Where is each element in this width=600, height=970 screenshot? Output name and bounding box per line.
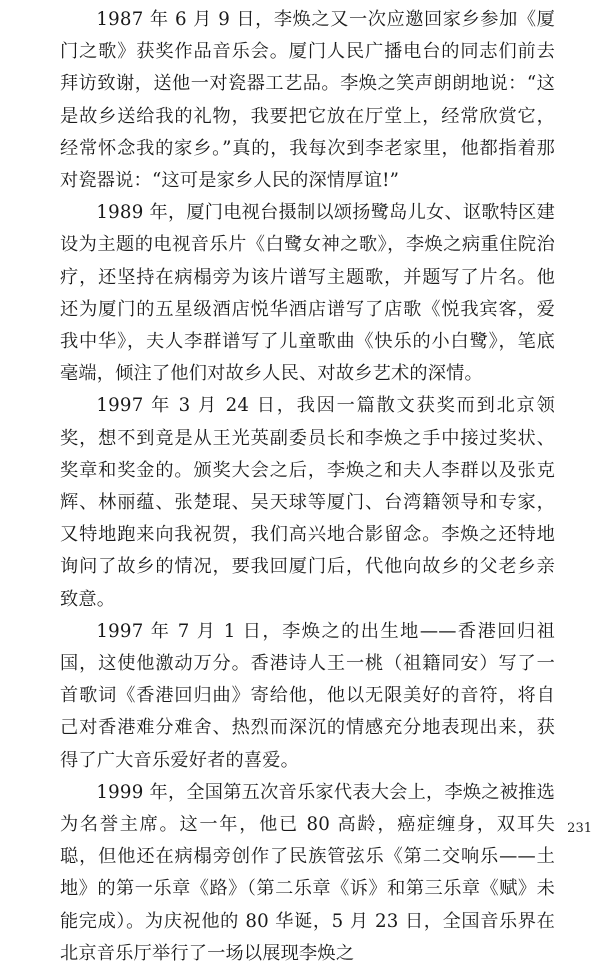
- paragraph-1987-concert: 1987 年 6 月 9 日，李焕之又一次应邀回家乡参加《厦门之歌》获奖作品音乐会。厦门人民广播电台的同志们前去拜访致谢，送他一对瓷器工艺品。李焕之笑声朗朗地说：“这是故乡送给我的礼物，我要把它放在厅堂上，经常欣赏它，经常怀念我的家乡。”真的，我每次到李老家里，他都指着那对瓷器说：“这可是家乡人民的深情厚谊!”: [60, 9, 555, 192]
- paragraph-1989-tv-film: 1989 年，厦门电视台摄制以颂扬鹭岛儿女、讴歌特区建设为主题的电视音乐片《白鹭女神之歌》，李焕之病重住院治疗，还坚持在病榻旁为该片谱写主题歌，并题写了片名。他还为厦门的五星级酒店悦华酒店谱写了店歌《悦我宾客，爱我中华》，夫人李群谱写了儿童歌曲《快乐的小白鹭》，笔底毫端，倾注了他们对故乡人民、对故乡艺术的深情。: [60, 202, 555, 385]
- body-text: [60, 4, 555, 970]
- paragraph-1997-award: 1997 年 3 月 24 日，我因一篇散文获奖而到北京领奖，想不到竟是从王光英副委员长和李焕之手中接过奖状、奖章和奖金的。颁奖大会之后，李焕之和夫人李群以及张克辉、林丽蕴、张楚琨、吴天球等厦门、台湾籍领导和专家，又特地跑来向我祝贺，我们高兴地合影留念。李焕之还特地询问了故乡的情况，要我回厦门后，代他向故乡的父老乡亲致意。: [60, 395, 555, 610]
- paragraph-1997-hong-kong: 1997 年 7 月 1 日，李焕之的出生地——香港回归祖国，这使他激动万分。香港诗人王一桃（祖籍同安）写了一首歌词《香港回归曲》寄给他，他以无限美好的音符，将自己对香港难分难舍、热烈而深沉的情感充分地表现出来，获得了广大音乐爱好者的喜爱。: [60, 620, 555, 771]
- paragraph-1999-congress: 1999 年，全国第五次音乐家代表大会上，李焕之被推选为名誉主席。这一年，他已 80 高龄，癌症缠身，双耳失聪，但他还在病榻旁创作了民族管弦乐《第二交响乐——土地》的第一乐章《路》（第二乐章《诉》和第三乐章《赋》未能完成）。为庆祝他的 80 华诞，5 月 23 日，全国音乐界在北京音乐厅举行了一场以展现李焕之: [60, 781, 555, 964]
- page-number: 231: [567, 821, 592, 836]
